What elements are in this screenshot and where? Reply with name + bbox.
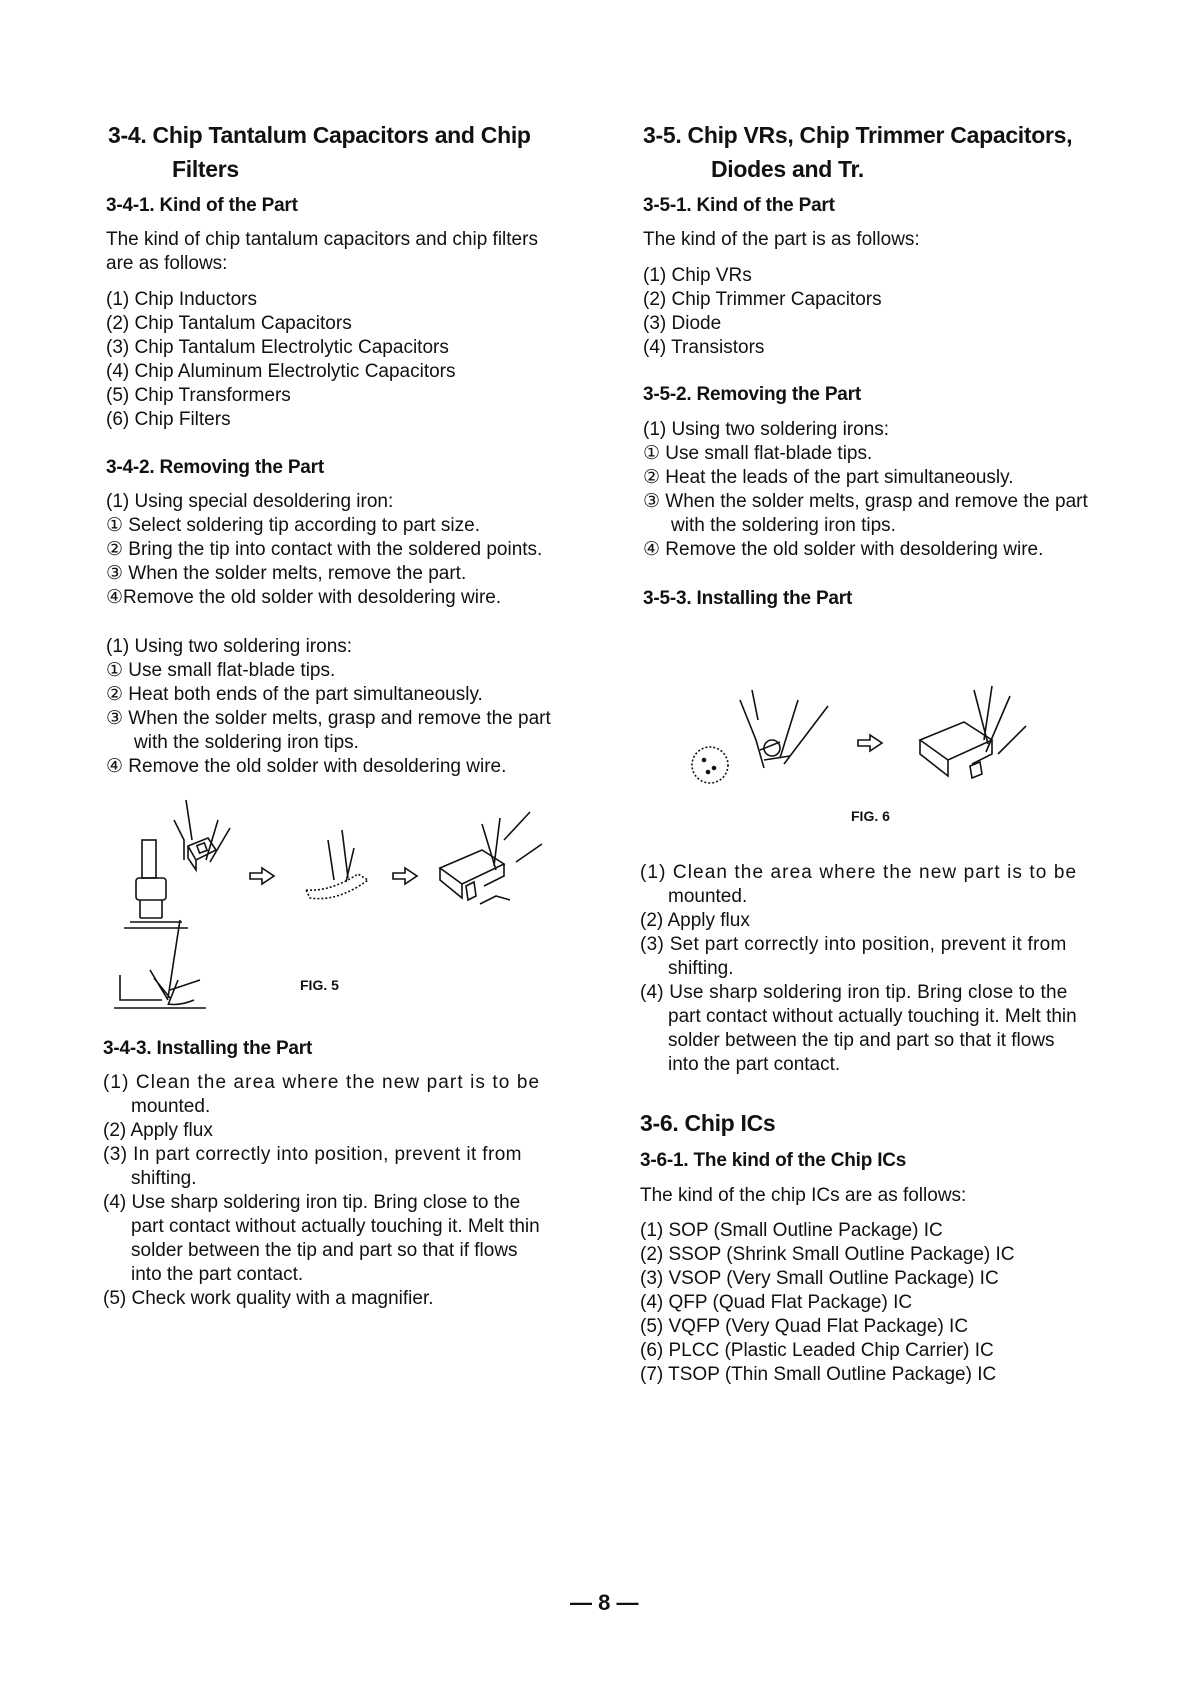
section-3-4-title — [108, 118, 608, 186]
arrow-2-drawing — [393, 868, 417, 884]
list-item: (1) Using two soldering irons: — [106, 636, 353, 657]
list-item: ① Use small flat-blade tips. — [106, 660, 336, 681]
list-item: ① Select soldering tip according to part size. — [106, 515, 480, 536]
list-item: (6) Chip Filters — [106, 409, 231, 430]
list-item: shifting. — [668, 958, 734, 979]
arrow-1-drawing — [250, 868, 274, 884]
section-3-6-title: 3-6. Chip ICs — [640, 1110, 776, 1136]
list-item: (1) Clean the area where the new part is to be — [103, 1072, 541, 1093]
fig5-label: FIG. 5 — [300, 977, 339, 993]
list-item: shifting. — [131, 1168, 197, 1189]
section-3-5-title — [643, 118, 1163, 186]
diode-removal-drawing — [740, 690, 828, 768]
list-item: (1) Using special desoldering iron: — [106, 491, 394, 512]
chip-on-board-drawing — [440, 812, 542, 904]
paragraph-3-4-1-intro — [106, 228, 538, 276]
heading-3-4-2: 3-4-2. Removing the Part — [106, 457, 324, 478]
list-item: mounted. — [131, 1096, 211, 1117]
list-item: (4) Chip Aluminum Electrolytic Capacitors — [106, 361, 456, 382]
list-item: ② Bring the tip into contact with the soldered points. — [106, 539, 543, 560]
list-item: into the part contact. — [668, 1054, 841, 1075]
list-item: ③ When the solder melts, grasp and remove the part — [106, 708, 551, 729]
list-item: ④Remove the old solder with desoldering wire. — [106, 587, 502, 608]
list-item: (4) Transistors — [643, 337, 765, 358]
list-item: (2) SSOP (Shrink Small Outline Package) IC — [640, 1244, 1015, 1265]
list-item: part contact without actually touching it. Melt thin — [131, 1216, 540, 1237]
list-item: (7) TSOP (Thin Small Outline Package) IC — [640, 1364, 997, 1385]
list-3-4-1 — [106, 288, 456, 432]
list-item: with the soldering iron tips. — [671, 515, 896, 536]
list-item: (4) Use sharp soldering iron tip. Bring close to the — [103, 1192, 521, 1213]
arrow-3-drawing — [858, 735, 882, 751]
heading-3-5-3: 3-5-3. Installing the Part — [643, 588, 853, 609]
list-item: ③ When the solder melts, remove the part. — [106, 563, 467, 584]
heading-3-4-1: 3-4-1. Kind of the Part — [106, 195, 298, 216]
list-item: (5) Chip Transformers — [106, 385, 291, 406]
chip-with-tip-drawing — [174, 800, 230, 870]
list-item: ① Use small flat-blade tips. — [643, 443, 873, 464]
list-3-4-3 — [103, 1071, 593, 1311]
fig5-illustration — [110, 800, 580, 1060]
paragraph-3-5-1-intro: The kind of the part is as follows: — [643, 229, 920, 250]
intro-line-1: The kind of chip tantalum capacitors and chip filters — [106, 229, 538, 250]
paragraph-3-6-1-intro: The kind of the chip ICs are as follows: — [640, 1185, 967, 1206]
list-item: (4) Use sharp soldering iron tip. Bring close to the — [640, 982, 1068, 1003]
magnifier-dot-drawing — [692, 747, 728, 783]
list-item: ③ When the solder melts, grasp and remove the part — [643, 491, 1088, 512]
list-item: (2) Chip Tantalum Capacitors — [106, 313, 352, 334]
list-item: solder between the tip and part so that if flows — [131, 1240, 518, 1261]
list-item: (1) Using two soldering irons: — [643, 419, 890, 440]
list-item: (1) Clean the area where the new part is to be — [640, 862, 1078, 883]
transistor-on-board-drawing — [920, 686, 1026, 778]
list-item: with the soldering iron tips. — [134, 732, 359, 753]
tweezers-drawing — [306, 830, 368, 899]
fig6-illustration — [680, 680, 1080, 795]
list-item: part contact without actually touching it. Melt thin — [668, 1006, 1077, 1027]
list-item: (2) Apply flux — [103, 1120, 213, 1141]
section-3-4-title-line1: 3-4. Chip Tantalum Capacitors and Chip — [108, 122, 531, 148]
list-item: (5) VQFP (Very Quad Flat Package) IC — [640, 1316, 969, 1337]
list-item: (5) Check work quality with a magnifier. — [103, 1288, 434, 1309]
list-3-6-1 — [640, 1219, 1015, 1387]
heading-3-4-3: 3-4-3. Installing the Part — [103, 1038, 313, 1059]
list-item: (1) SOP (Small Outline Package) IC — [640, 1220, 943, 1241]
list-item: (6) PLCC (Plastic Leaded Chip Carrier) IC — [640, 1340, 994, 1361]
page-number: — 8 — — [570, 1590, 639, 1615]
fig6-label: FIG. 6 — [851, 808, 890, 824]
section-3-4-title-line2: Filters — [172, 156, 239, 182]
list-item: (1) Chip VRs — [643, 265, 752, 286]
list-item: ② Heat both ends of the part simultaneously. — [106, 684, 483, 705]
list-3-5-3 — [640, 861, 1124, 1077]
list-3-4-2-a — [106, 490, 542, 610]
list-item: ② Heat the leads of the part simultaneously. — [643, 467, 1014, 488]
list-item: (1) Chip Inductors — [106, 289, 258, 310]
list-item: (2) Apply flux — [640, 910, 750, 931]
list-item: into the part contact. — [131, 1264, 304, 1285]
list-3-4-2-b — [106, 635, 551, 779]
iron-tip-closeup-drawing — [114, 920, 206, 1008]
list-item: (3) VSOP (Very Small Outline Package) IC — [640, 1268, 999, 1289]
list-item: ④ Remove the old solder with desoldering wire. — [643, 539, 1044, 560]
list-item: (3) Diode — [643, 313, 722, 334]
section-3-5-title-line2: Diodes and Tr. — [711, 156, 865, 182]
desoldering-iron-drawing — [124, 840, 188, 928]
list-item: (4) QFP (Quad Flat Package) IC — [640, 1292, 913, 1313]
list-item: mounted. — [668, 886, 748, 907]
list-item: ④ Remove the old solder with desoldering wire. — [106, 756, 507, 777]
section-3-5-title-line1: 3-5. Chip VRs, Chip Trimmer Capacitors, — [643, 122, 1073, 148]
heading-3-6-1: 3-6-1. The kind of the Chip ICs — [640, 1150, 907, 1171]
list-item: (2) Chip Trimmer Capacitors — [643, 289, 882, 310]
list-item: (3) Chip Tantalum Electrolytic Capacitors — [106, 337, 449, 358]
list-3-5-1 — [643, 264, 882, 360]
heading-3-5-1: 3-5-1. Kind of the Part — [643, 195, 835, 216]
intro-line-2: are as follows: — [106, 253, 228, 274]
heading-3-5-2: 3-5-2. Removing the Part — [643, 384, 861, 405]
list-3-5-2 — [643, 418, 1088, 562]
list-item: (3) Set part correctly into position, prevent it from — [640, 934, 1067, 955]
list-item: (3) In part correctly into position, prevent it from — [103, 1144, 522, 1165]
list-item: solder between the tip and part so that it flows — [668, 1030, 1055, 1051]
